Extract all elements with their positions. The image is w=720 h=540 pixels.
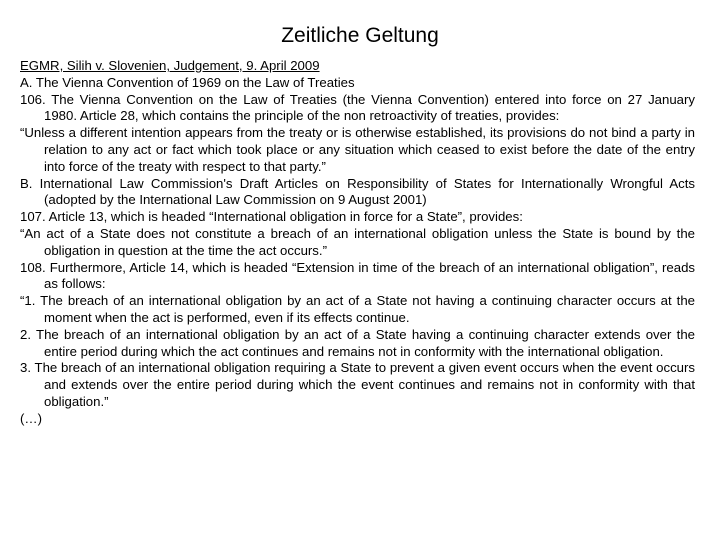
section-heading-b: B. International Law Commission's Draft Articles on Responsibility of States for Internationally Wrongful Acts (adopted by the International Law Commission on 9 August 2001) [20,175,695,208]
ellipsis: (…) [20,410,42,426]
quote-article-13: “An act of a State does not constitute a breach of an international obligation unless the State is bound by the obligation in question at the time the act occurs.” [20,225,695,258]
quote-article-28: “Unless a different intention appears from the treaty or is otherwise established, its provisions do not bind a party in relation to any act or fact which took place or any situation which ceased to exist before the date of the entry into force of the treaty with respect to that party.” [20,125,695,174]
section-heading-a: A. The Vienna Convention of 1969 on the Law of Treaties [20,74,355,90]
quote-article-14-item-1: “1. The breach of an international obligation by an act of a State not having a continuing character occurs at the moment when the act is performed, even if its effects continue. [20,293,695,325]
quote-article-14-item-2: 2. The breach of an international obligation by an act of a State having a continuing character extends over the entire period during which the act continues and remains not in conformity with the international obligation. [20,326,695,359]
slide-title: Zeitliche Geltung [281,24,439,47]
case-citation: EGMR, Silih v. Slovenien, Judgement, 9. April 2009 [20,58,320,73]
slide-body [20,58,695,428]
paragraph-106: 106. The Vienna Convention on the Law of Treaties (the Vienna Convention) entered into force on 27 January 1980. Article 28, which contains the principle of the non retroactivity of treaties, provides: [20,91,695,124]
paragraph-107: 107. Article 13, which is headed “International obligation in force for a State”, provides: [20,209,523,225]
quote-article-14-item-3: 3. The breach of an international obligation requiring a State to prevent a given event occurs when the event occurs and extends over the entire period during which the event continues and remains not in conformity with that obligation.” [20,360,695,409]
paragraph-108: 108. Furthermore, Article 14, which is headed “Extension in time of the breach of an international obligation”, reads as follows: [20,259,695,292]
